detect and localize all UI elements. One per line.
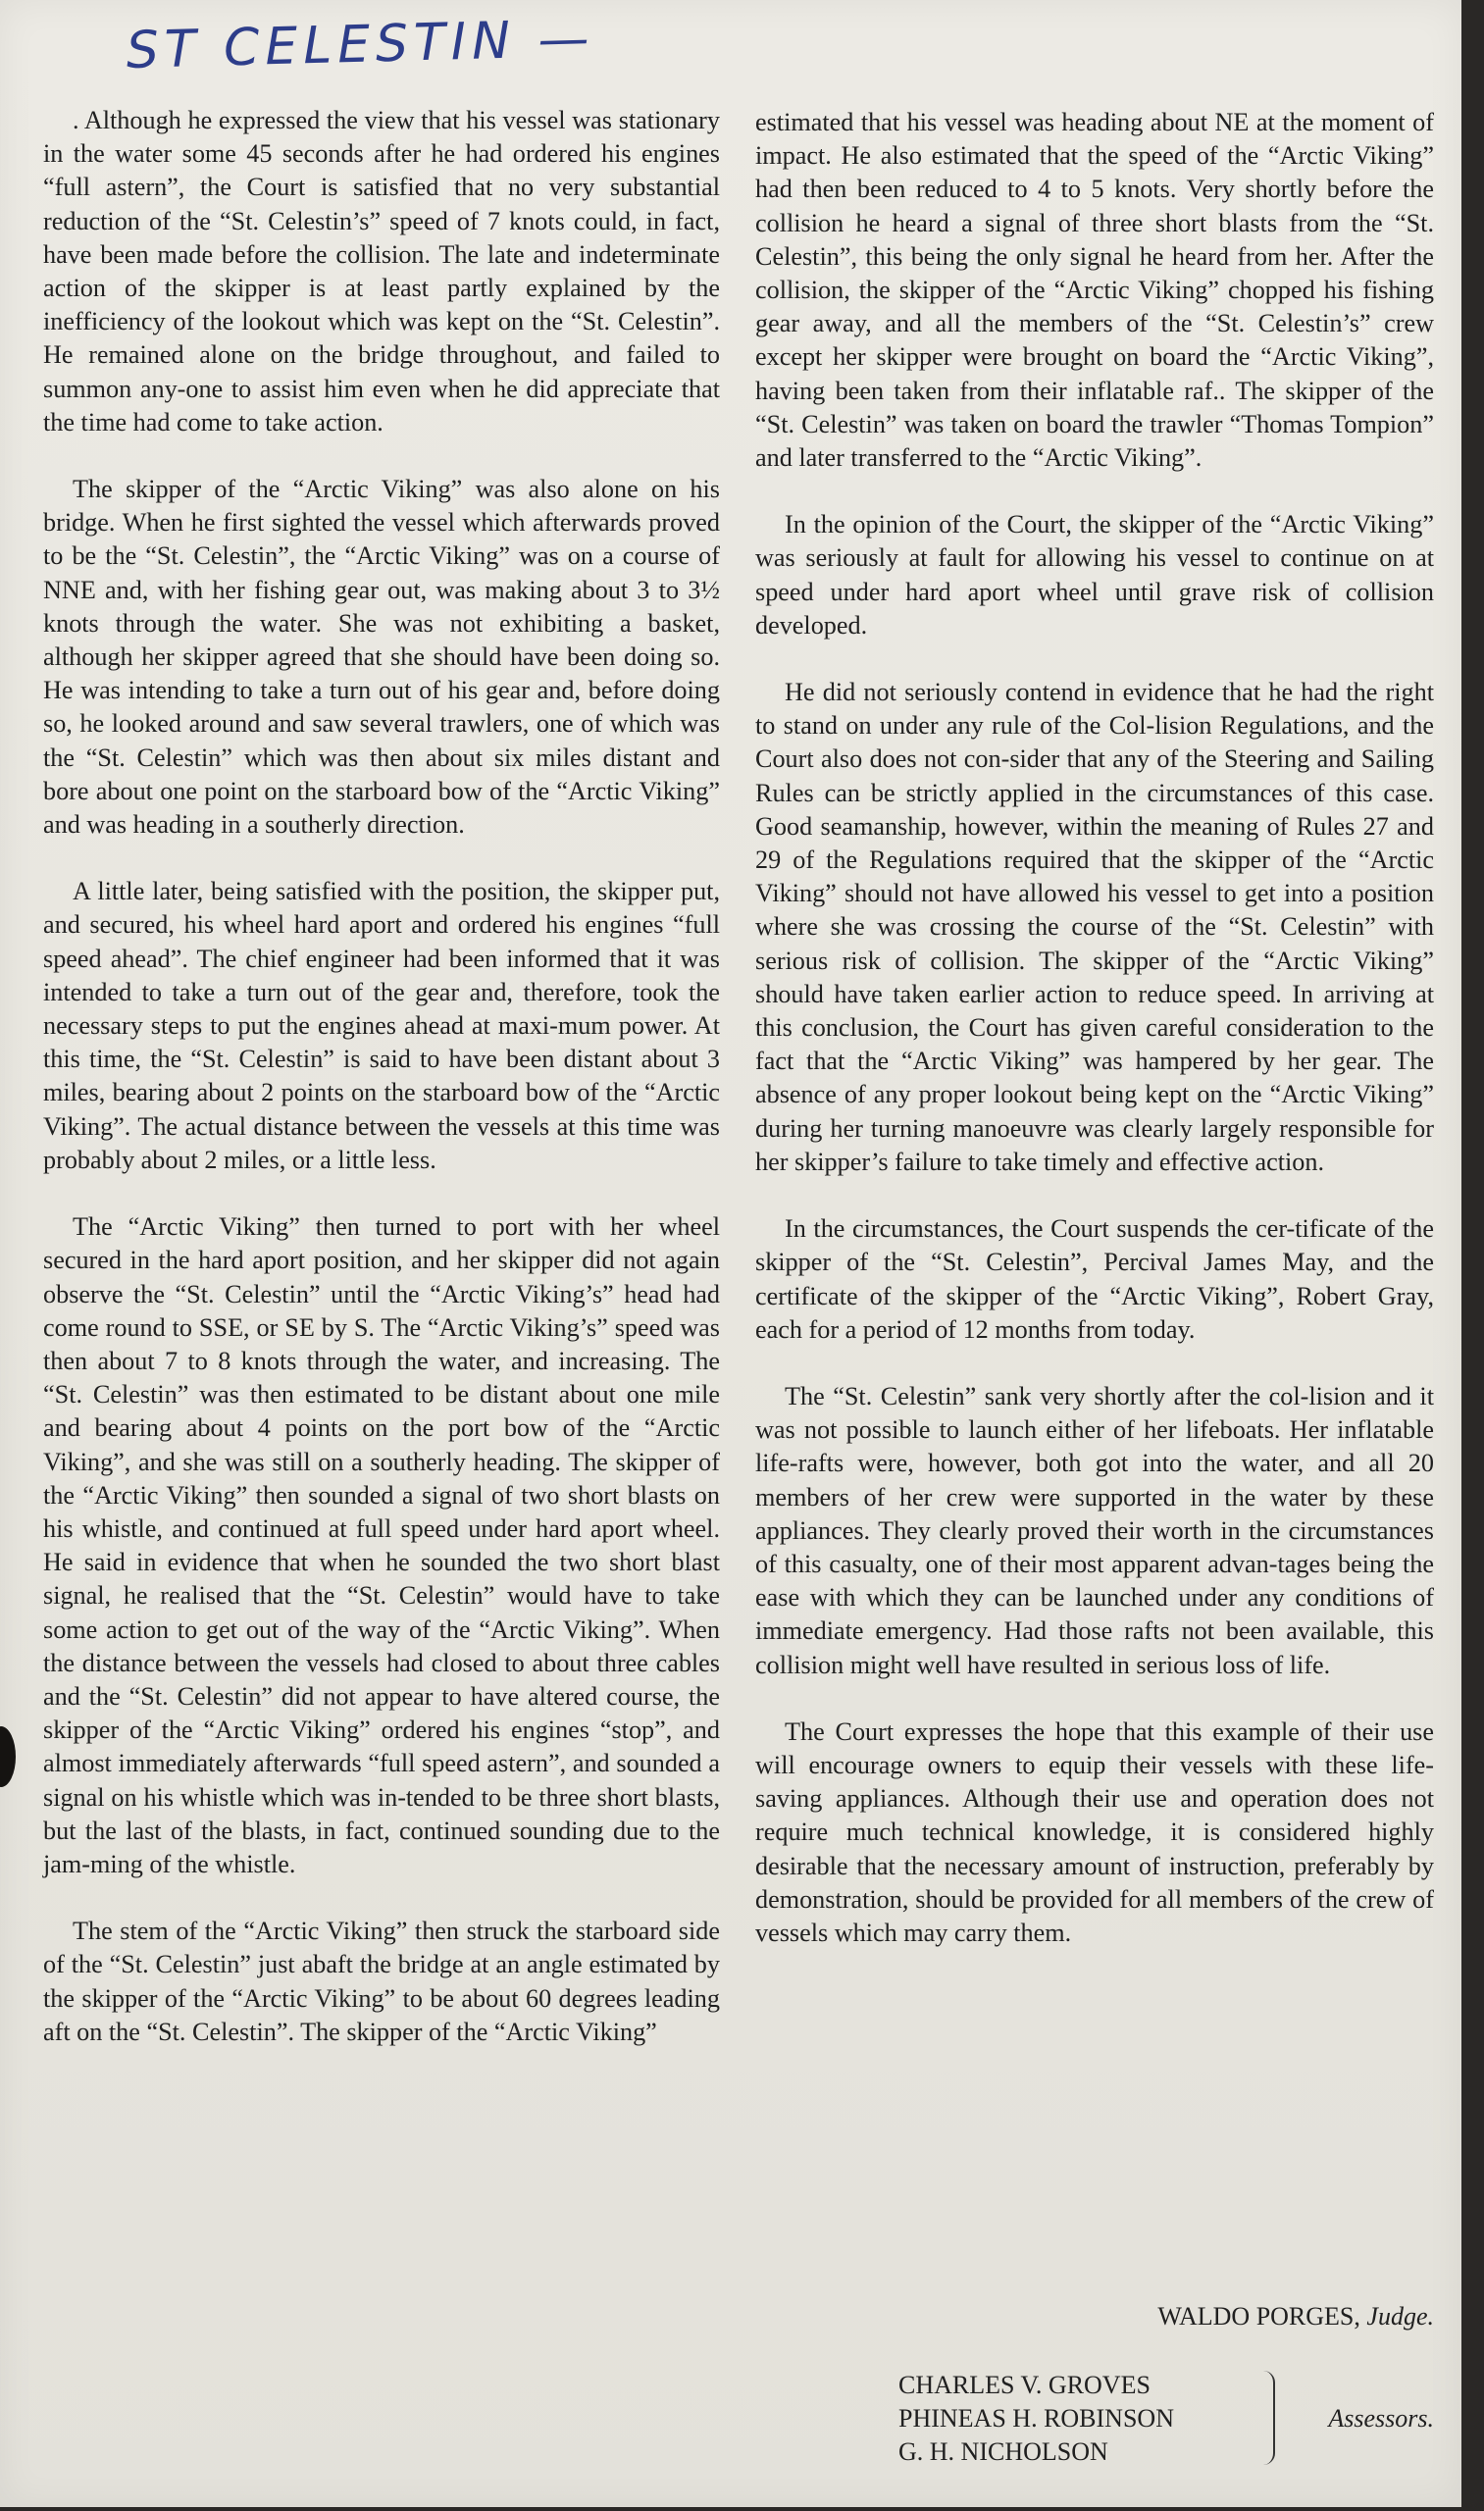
- paragraph: The stem of the “Arctic Viking” then struck the starboard side of the “St. Celestin” just abaft the bridge at an angle estimated by the skipper of the “Arctic Viking” to be about 60 degrees leading aft on the “St. Celestin”. The skipper of the “Arctic Viking”: [43, 1917, 720, 2046]
- paragraph: The skipper of the “Arctic Viking” was also alone on his bridge. When he first sighted the vessel which afterwards proved to be the “St. Celestin”, the “Arctic Viking” was on a course of NNE and, with her fishing gear out, was making about 3 to 3½ knots through the water. She was not exhibiting a basket, although her skipper agreed that she should have been doing so. He was intending to take a turn out of his gear and, before doing so, he looked around and saw several trawlers, one of which was the “St. Celestin” which was then about six miles distant and bore about one point on the starboard bow of the “Arctic Viking” and was heading in a southerly direction.: [43, 475, 720, 840]
- left-column: [43, 104, 720, 2082]
- assessor-name: PHINEAS H. ROBINSON: [898, 2404, 1174, 2433]
- paragraph: estimated that his vessel was heading about NE at the moment of impact. He also estimated that the speed of the “Arctic Viking” had then been reduced to 4 to 5 knots. Very shortly before the collision he heard a signal of three short blasts from the “St. Celestin”, this being the only signal he heard from her. After the collision, the skipper of the “Arctic Viking” chopped his fishing gear away, and all the members of the “St. Celestin’s” crew except her skipper were brought on board the “Arctic Viking”, having been taken from their inflatable raf.. The skipper of the “St. Celestin” was taken on board the trawler “Thomas Tompion” and later transferred to the “Arctic Viking”.: [755, 108, 1434, 473]
- paragraph: The “Arctic Viking” then turned to port with her wheel secured in the hard aport position, and her skipper did not again observe the “St. Celestin” until the “Arctic Viking’s” head had come round to SSE, or SE by S. The “Arctic Viking’s” speed was then about 7 to 8 knots through the water, and increasing. The “St. Celestin” was then estimated to be distant about one mile and bearing about 4 points on the port bow of the “Arctic Viking”, and she was still on a southerly heading. The skipper of the “Arctic Viking” then sounded a signal of two short blasts on his whistle, and continued at full speed under hard aport wheel. He said in evidence that when he sounded the two short blast signal, he realised that the “St. Celestin” would have to take some action to get out of the way of the “Arctic Viking”. When the distance between the vessels had closed to about three cables and the “St. Celestin” did not appear to have altered course, the skipper of the “Arctic Viking” ordered his engines “stop”, and almost immediately afterwards “full speed astern”, and sounded a signal on his whistle which was in-tended to be three short blasts, but the last of the blasts, in fact, continued sounding due to the jam-ming of the whistle.: [43, 1212, 720, 1878]
- paragraph: A little later, being satisfied with the position, the skipper put, and secured, his wheel hard aport and ordered his engines “full speed ahead”. The chief engineer had been informed that it was intended to take a turn out of the gear and, therefore, took the necessary steps to put the engines ahead at maxi-mum power. At this time, the “St. Celestin” is said to have been distant about 3 miles, bearing about 2 points on the starboard bow of the “Arctic Viking”. The actual distance between the vessels at this time was probably about 2 miles, or a little less.: [43, 877, 720, 1174]
- assessor-name: G. H. NICHOLSON: [898, 2437, 1108, 2466]
- paragraph: He did not seriously contend in evidence that he had the right to stand on under any rule of the Col-lision Regulations, and the Court also does not con-sider that any of the Steering and Sailing Rules can be strictly applied in the circumstances of this case. Good seamanship, however, within the meaning of Rules 27 and 29 of the Regulations required that the skipper of the “Arctic Viking” should not have allowed his vessel to get into a position where she was crossing the course of the “St. Celestin” with serious risk of collision. The skipper of the “Arctic Viking” should have taken earlier action to reduce speed. In arriving at this conclusion, the Court has given careful consideration to the fact that the “Arctic Viking” was hampered by her gear. The absence of any proper lookout being kept on the “Arctic Viking” during her turning manoeuvre was clearly largely responsible for her skipper’s failure to take timely and effective action.: [755, 678, 1434, 1176]
- judge-name: WALDO PORGES,: [1157, 2302, 1360, 2331]
- brace: [1263, 2371, 1275, 2465]
- judge-signature: [755, 2300, 1434, 2333]
- paragraph: In the opinion of the Court, the skipper of the “Arctic Viking” was seriously at fault for allowing his vessel to continue on at speed under hard aport wheel until grave risk of collision developed.: [755, 510, 1434, 640]
- assessors-list: [755, 2369, 1434, 2469]
- paragraph: The Court expresses the hope that this example of their use will encourage owners to equip their vessels with these life-saving appliances. Although their use and operation does not require much technical knowledge, it is considered highly desirable that the necessary amount of instruction, preferably by demonstration, should be provided for all members of the crew of vessels which may carry them.: [755, 1717, 1434, 1947]
- assessors-label: Assessors.: [1328, 2404, 1434, 2433]
- paragraph: The “St. Celestin” sank very shortly after the col-lision and it was not possible to launch either of her lifeboats. Her inflatable life-rafts were, however, both got into the water, and all 20 members of her crew were supported in the water by these appliances. They clearly proved their worth in the circumstances of this casualty, one of their most apparent advan-tages being the ease with which they can be launched under any conditions of immediate emergency. Had those rafts not been available, this collision might well have resulted in serious loss of life.: [755, 1381, 1434, 1679]
- punch-hole: [0, 1726, 16, 1787]
- right-column: [755, 106, 1434, 1983]
- signature-block: [755, 2300, 1434, 2469]
- paragraph: In the circumstances, the Court suspends the cer-tificate of the skipper of the “St. Celestin”, Percival James May, and the certificate of the skipper of the “Arctic Viking”, Robert Gray, each for a period of 12 months from today.: [755, 1214, 1434, 1344]
- paragraph: . Although he expressed the view that his vessel was stationary in the water some 45 seconds after he had ordered his engines “full astern”, the Court is satisfied that no very substantial reduction of the “St. Celestin’s” speed of 7 knots could, in fact, have been made before the collision. The late and indeterminate action of the skipper is at least partly explained by the inefficiency of the lookout which was kept on the “St. Celestin”. He remained alone on the bridge throughout, and failed to summon any-one to assist him even when he did appreciate that the time had come to take action.: [43, 106, 720, 436]
- assessor-name: CHARLES V. GROVES: [898, 2371, 1151, 2399]
- handwritten-title: ST CELESTIN —: [126, 9, 596, 80]
- judge-title: Judge.: [1366, 2302, 1434, 2331]
